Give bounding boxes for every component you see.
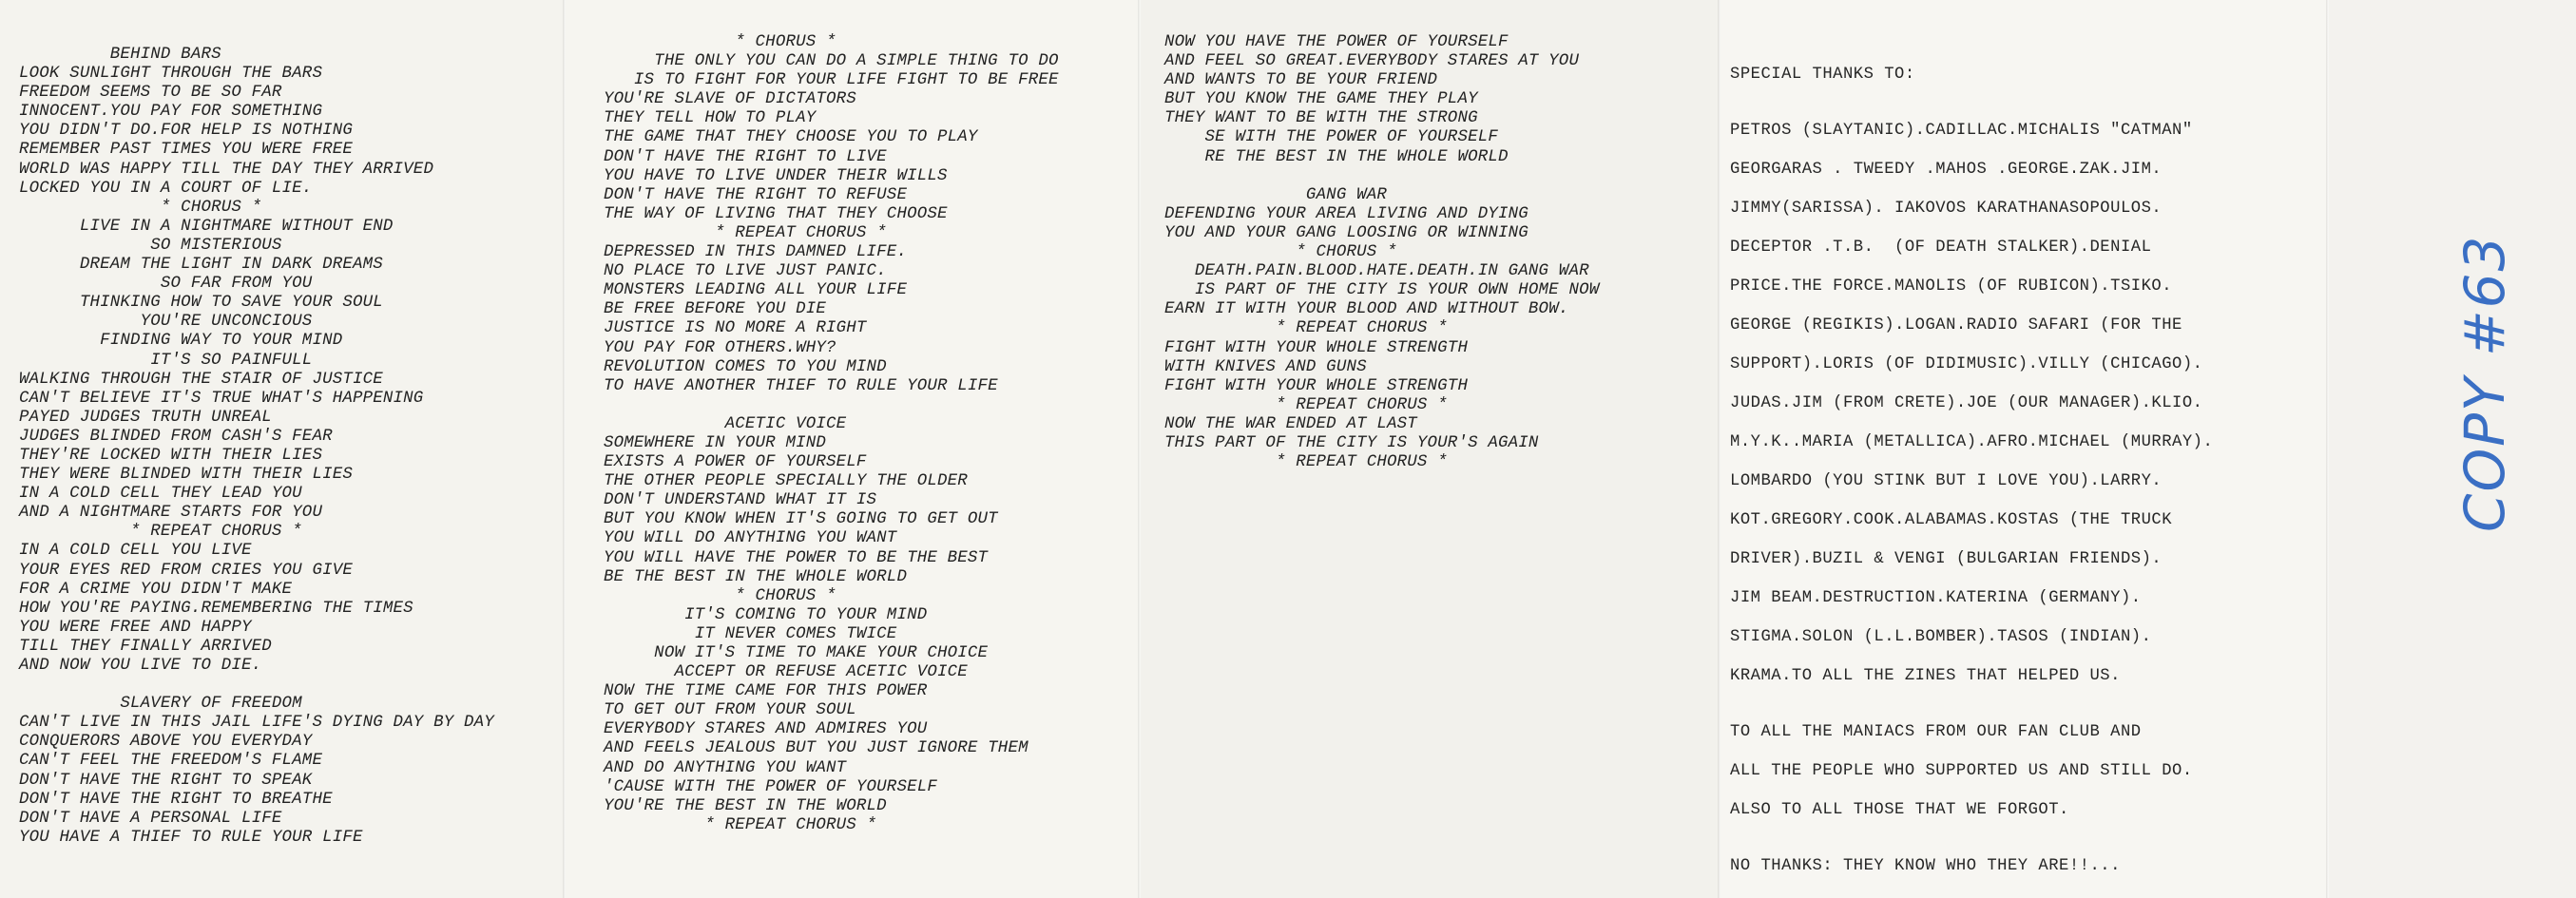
text-line: M.Y.K..MARIA (METALLICA).AFRO.MICHAEL (MURRAY). <box>1730 433 2214 451</box>
text-line: YOU'RE SLAVE OF DICTATORS <box>604 90 856 109</box>
text-line: CAN'T LIVE IN THIS JAIL LIFE'S DYING DAY BY DAY <box>19 714 494 733</box>
text-line: FREEDOM SEEMS TO BE SO FAR <box>19 84 282 103</box>
lyrics-panel-1 <box>0 0 566 898</box>
lyrics-text-panel-1 <box>19 46 494 848</box>
text-line: ACETIC VOICE <box>604 414 847 433</box>
text-line: GEORGARAS . TWEEDY .MAHOS .GEORGE.ZAK.JIM. <box>1730 161 2163 179</box>
text-line: FIGHT WITH YOUR WHOLE STRENGTH <box>1164 338 1469 357</box>
text-line: INNOCENT.YOU PAY FOR SOMETHING <box>19 103 323 122</box>
text-line: GANG WAR <box>1164 185 1387 204</box>
text-line: EXISTS A POWER OF YOURSELF <box>604 453 867 472</box>
text-line: YOUR EYES RED FROM CRIES YOU GIVE <box>19 561 353 580</box>
text-line: BUT YOU KNOW WHEN IT'S GOING TO GET OUT <box>604 510 998 529</box>
text-line: AND WANTS TO BE YOUR FRIEND <box>1164 71 1438 90</box>
text-line: DECEPTOR .T.B. (OF DEATH STALKER).DENIAL <box>1730 239 2152 257</box>
handwritten-copy-number: COPY #63 <box>2452 234 2517 532</box>
text-line: DON'T HAVE THE RIGHT TO LIVE <box>604 147 887 166</box>
text-line: SO MISTERIOUS <box>19 236 282 255</box>
text-line: AND FEELS JEALOUS BUT YOU JUST IGNORE THEM <box>604 739 1028 758</box>
text-line: CONQUERORS ABOVE YOU EVERYDAY <box>19 733 313 752</box>
text-line: LIVE IN A NIGHTMARE WITHOUT END <box>19 217 394 236</box>
text-line: IT'S SO PAINFULL <box>19 351 313 370</box>
text-line: TO ALL THE MANIACS FROM OUR FAN CLUB AND <box>1730 723 2142 741</box>
text-line: LOCKED YOU IN A COURT OF LIE. <box>19 179 313 198</box>
text-line: ALL THE PEOPLE WHO SUPPORTED US AND STILL DO. <box>1730 762 2193 780</box>
text-line: IN A COLD CELL THEY LEAD YOU <box>19 485 302 504</box>
lyrics-panel-2 <box>566 0 1141 898</box>
text-line: IN A COLD CELL YOU LIVE <box>19 542 252 561</box>
text-line: 'CAUSE WITH THE POWER OF YOURSELF <box>604 777 937 796</box>
text-line <box>19 676 494 695</box>
text-line: * CHORUS * <box>604 33 836 51</box>
text-line: SLAVERY OF FREEDOM <box>19 695 302 714</box>
text-line: STIGMA.SOLON (L.L.BOMBER).TASOS (INDIAN). <box>1730 628 2152 646</box>
text-line: THE OTHER PEOPLE SPECIALLY THE OLDER <box>604 472 968 491</box>
text-line <box>1164 167 1599 186</box>
text-line: IT NEVER COMES TWICE <box>604 624 897 643</box>
text-line: SPECIAL THANKS TO: <box>1730 66 1915 84</box>
text-line: YOU PAY FOR OTHERS.WHY? <box>604 338 836 357</box>
text-line: * CHORUS * <box>19 198 262 217</box>
text-line: LOOK SUNLIGHT THROUGH THE BARS <box>19 65 323 84</box>
text-line: BEHIND BARS <box>19 46 221 64</box>
text-line: SOMEWHERE IN YOUR MIND <box>604 433 826 452</box>
text-line: LOMBARDO (YOU STINK BUT I LOVE YOU).LARRY. <box>1730 472 2163 490</box>
text-line: THINKING HOW TO SAVE YOUR SOUL <box>19 294 383 313</box>
text-line: RE THE BEST IN THE WHOLE WORLD <box>1164 147 1509 166</box>
text-line: IS PART OF THE CITY IS YOUR OWN HOME NOW <box>1164 281 1600 300</box>
text-line: IT'S COMING TO YOUR MIND <box>604 605 928 624</box>
lyrics-text-panel-3 <box>1164 33 1599 472</box>
text-line: ACCEPT OR REFUSE ACETIC VOICE <box>604 663 968 682</box>
text-line: JUDGES BLINDED FROM CASH'S FEAR <box>19 427 333 446</box>
text-line: * REPEAT CHORUS * <box>1164 395 1448 414</box>
text-line: NO PLACE TO LIVE JUST PANIC. <box>604 262 887 281</box>
text-line: JUSTICE IS NO MORE A RIGHT <box>604 319 867 338</box>
text-line: THIS PART OF THE CITY IS YOUR'S AGAIN <box>1164 433 1539 452</box>
text-line: THEY WERE BLINDED WITH THEIR LIES <box>19 466 353 485</box>
text-line: DEATH.PAIN.BLOOD.HATE.DEATH.IN GANG WAR <box>1164 262 1589 281</box>
text-line: KRAMA.TO ALL THE ZINES THAT HELPED US. <box>1730 667 2121 685</box>
text-line: DON'T HAVE THE RIGHT TO REFUSE <box>604 185 908 204</box>
text-line: NOW THE TIME CAME FOR THIS POWER <box>604 682 928 701</box>
text-line: DREAM THE LIGHT IN DARK DREAMS <box>19 256 383 275</box>
text-line: TO GET OUT FROM YOUR SOUL <box>604 701 856 720</box>
text-line: SO FAR FROM YOU <box>19 275 313 294</box>
text-line: AND FEEL SO GREAT.EVERYBODY STARES AT YOU <box>1164 52 1580 71</box>
text-line: THEY TELL HOW TO PLAY <box>604 109 817 128</box>
text-line: CAN'T BELIEVE IT'S TRUE WHAT'S HAPPENING <box>19 389 424 408</box>
text-line: YOU WILL HAVE THE POWER TO BE THE BEST <box>604 548 989 567</box>
text-line: AND NOW YOU LIVE TO DIE. <box>19 657 262 675</box>
text-line: KOT.GREGORY.COOK.ALABAMAS.KOSTAS (THE TRUCK <box>1730 511 2173 529</box>
text-line: EARN IT WITH YOUR BLOOD AND WITHOUT BOW. <box>1164 300 1569 319</box>
text-line: FIGHT WITH YOUR WHOLE STRENGTH <box>1164 376 1469 395</box>
text-line: YOU WILL DO ANYTHING YOU WANT <box>604 529 897 548</box>
text-line: BE THE BEST IN THE WHOLE WORLD <box>604 567 908 586</box>
text-line: GEORGE (REGIKIS).LOGAN.RADIO SAFARI (FOR THE <box>1730 316 2182 334</box>
text-line: THEY WANT TO BE WITH THE STRONG <box>1164 109 1478 128</box>
copy-number-panel <box>2329 0 2576 898</box>
text-line: * REPEAT CHORUS * <box>1164 453 1448 472</box>
text-line: YOU WERE FREE AND HAPPY <box>19 618 252 637</box>
text-line: BE FREE BEFORE YOU DIE <box>604 300 826 319</box>
text-line: THE ONLY YOU CAN DO A SIMPLE THING TO DO <box>604 52 1059 71</box>
text-line: YOU'RE THE BEST IN THE WORLD <box>604 796 887 815</box>
text-line: EVERYBODY STARES AND ADMIRES YOU <box>604 720 928 739</box>
lyrics-text-panel-2 <box>604 33 1059 835</box>
text-line: FOR A CRIME YOU DIDN'T MAKE <box>19 580 293 599</box>
text-line: PETROS (SLAYTANIC).CADILLAC.MICHALIS "CATMAN" <box>1730 122 2193 140</box>
text-line: AND A NIGHTMARE STARTS FOR YOU <box>19 504 323 523</box>
text-line: JIMMY(SARISSA). IAKOVOS KARATHANASOPOULOS. <box>1730 200 2163 218</box>
special-thanks-text <box>1730 55 2213 886</box>
text-line: AND DO ANYTHING YOU WANT <box>604 758 847 777</box>
text-line: WALKING THROUGH THE STAIR OF JUSTICE <box>19 370 383 389</box>
text-line: NOW YOU HAVE THE POWER OF YOURSELF <box>1164 33 1509 51</box>
text-line: NOW THE WAR ENDED AT LAST <box>1164 414 1417 433</box>
text-line: * CHORUS * <box>1164 243 1397 262</box>
text-line: DON'T UNDERSTAND WHAT IT IS <box>604 491 877 510</box>
text-line: IS TO FIGHT FOR YOUR LIFE FIGHT TO BE FREE <box>604 71 1059 90</box>
text-line: * REPEAT CHORUS * <box>604 815 877 834</box>
text-line: * REPEAT CHORUS * <box>1164 319 1448 338</box>
text-line: YOU AND YOUR GANG LOOSING OR WINNING <box>1164 223 1528 242</box>
text-line: REVOLUTION COMES TO YOU MIND <box>604 357 887 376</box>
text-line: NOW IT'S TIME TO MAKE YOUR CHOICE <box>604 644 989 662</box>
text-line: * CHORUS * <box>604 586 836 605</box>
text-line: DEFENDING YOUR AREA LIVING AND DYING <box>1164 204 1528 223</box>
text-line: REMEMBER PAST TIMES YOU WERE FREE <box>19 141 353 160</box>
text-line: BUT YOU KNOW THE GAME THEY PLAY <box>1164 90 1478 109</box>
text-line: JUDAS.JIM (FROM CRETE).JOE (OUR MANAGER).KLIO. <box>1730 394 2203 412</box>
text-line: FINDING WAY TO YOUR MIND <box>19 332 343 351</box>
text-line: CAN'T FEEL THE FREEDOM'S FLAME <box>19 752 323 771</box>
text-line <box>604 396 1059 415</box>
text-line: YOU HAVE TO LIVE UNDER THEIR WILLS <box>604 166 948 185</box>
text-line: HOW YOU'RE PAYING.REMEMBERING THE TIMES <box>19 599 413 618</box>
text-line: YOU DIDN'T DO.FOR HELP IS NOTHING <box>19 122 353 141</box>
text-line: SUPPORT).LORIS (OF DIDIMUSIC).VILLY (CHICAGO). <box>1730 355 2203 373</box>
text-line: NO THANKS: THEY KNOW WHO THEY ARE!!... <box>1730 857 2121 875</box>
text-line: THE WAY OF LIVING THAT THEY CHOOSE <box>604 204 948 223</box>
text-line: JIM BEAM.DESTRUCTION.KATERINA (GERMANY). <box>1730 589 2142 607</box>
lyrics-panel-3 <box>1141 0 1721 898</box>
text-line: TO HAVE ANOTHER THIEF TO RULE YOUR LIFE <box>604 376 998 395</box>
text-line: YOU'RE UNCONCIOUS <box>19 313 313 332</box>
text-line: THE GAME THAT THEY CHOOSE YOU TO PLAY <box>604 128 978 147</box>
text-line: PRICE.THE FORCE.MANOLIS (OF RUBICON).TSIKO. <box>1730 277 2173 296</box>
text-line: PAYED JUDGES TRUTH UNREAL <box>19 408 272 427</box>
text-line: DEPRESSED IN THIS DAMNED LIFE. <box>604 243 908 262</box>
text-line: DON'T HAVE THE RIGHT TO SPEAK <box>19 771 313 790</box>
text-line: ALSO TO ALL THOSE THAT WE FORGOT. <box>1730 801 2069 819</box>
text-line: DRIVER).BUZIL & VENGI (BULGARIAN FRIENDS). <box>1730 550 2163 568</box>
text-line: * REPEAT CHORUS * <box>604 223 887 242</box>
text-line: * REPEAT CHORUS * <box>19 523 302 542</box>
text-line: DON'T HAVE A PERSONAL LIFE <box>19 809 282 828</box>
thanks-panel <box>1721 0 2329 898</box>
text-line: SE WITH THE POWER OF YOURSELF <box>1164 128 1498 147</box>
text-line: THEY'RE LOCKED WITH THEIR LIES <box>19 446 323 465</box>
text-line: MONSTERS LEADING ALL YOUR LIFE <box>604 281 908 300</box>
text-line: TILL THEY FINALLY ARRIVED <box>19 637 272 656</box>
text-line: WITH KNIVES AND GUNS <box>1164 357 1367 376</box>
text-line: YOU HAVE A THIEF TO RULE YOUR LIFE <box>19 828 363 847</box>
text-line: DON'T HAVE THE RIGHT TO BREATHE <box>19 790 333 809</box>
text-line: WORLD WAS HAPPY TILL THE DAY THEY ARRIVED <box>19 160 434 179</box>
